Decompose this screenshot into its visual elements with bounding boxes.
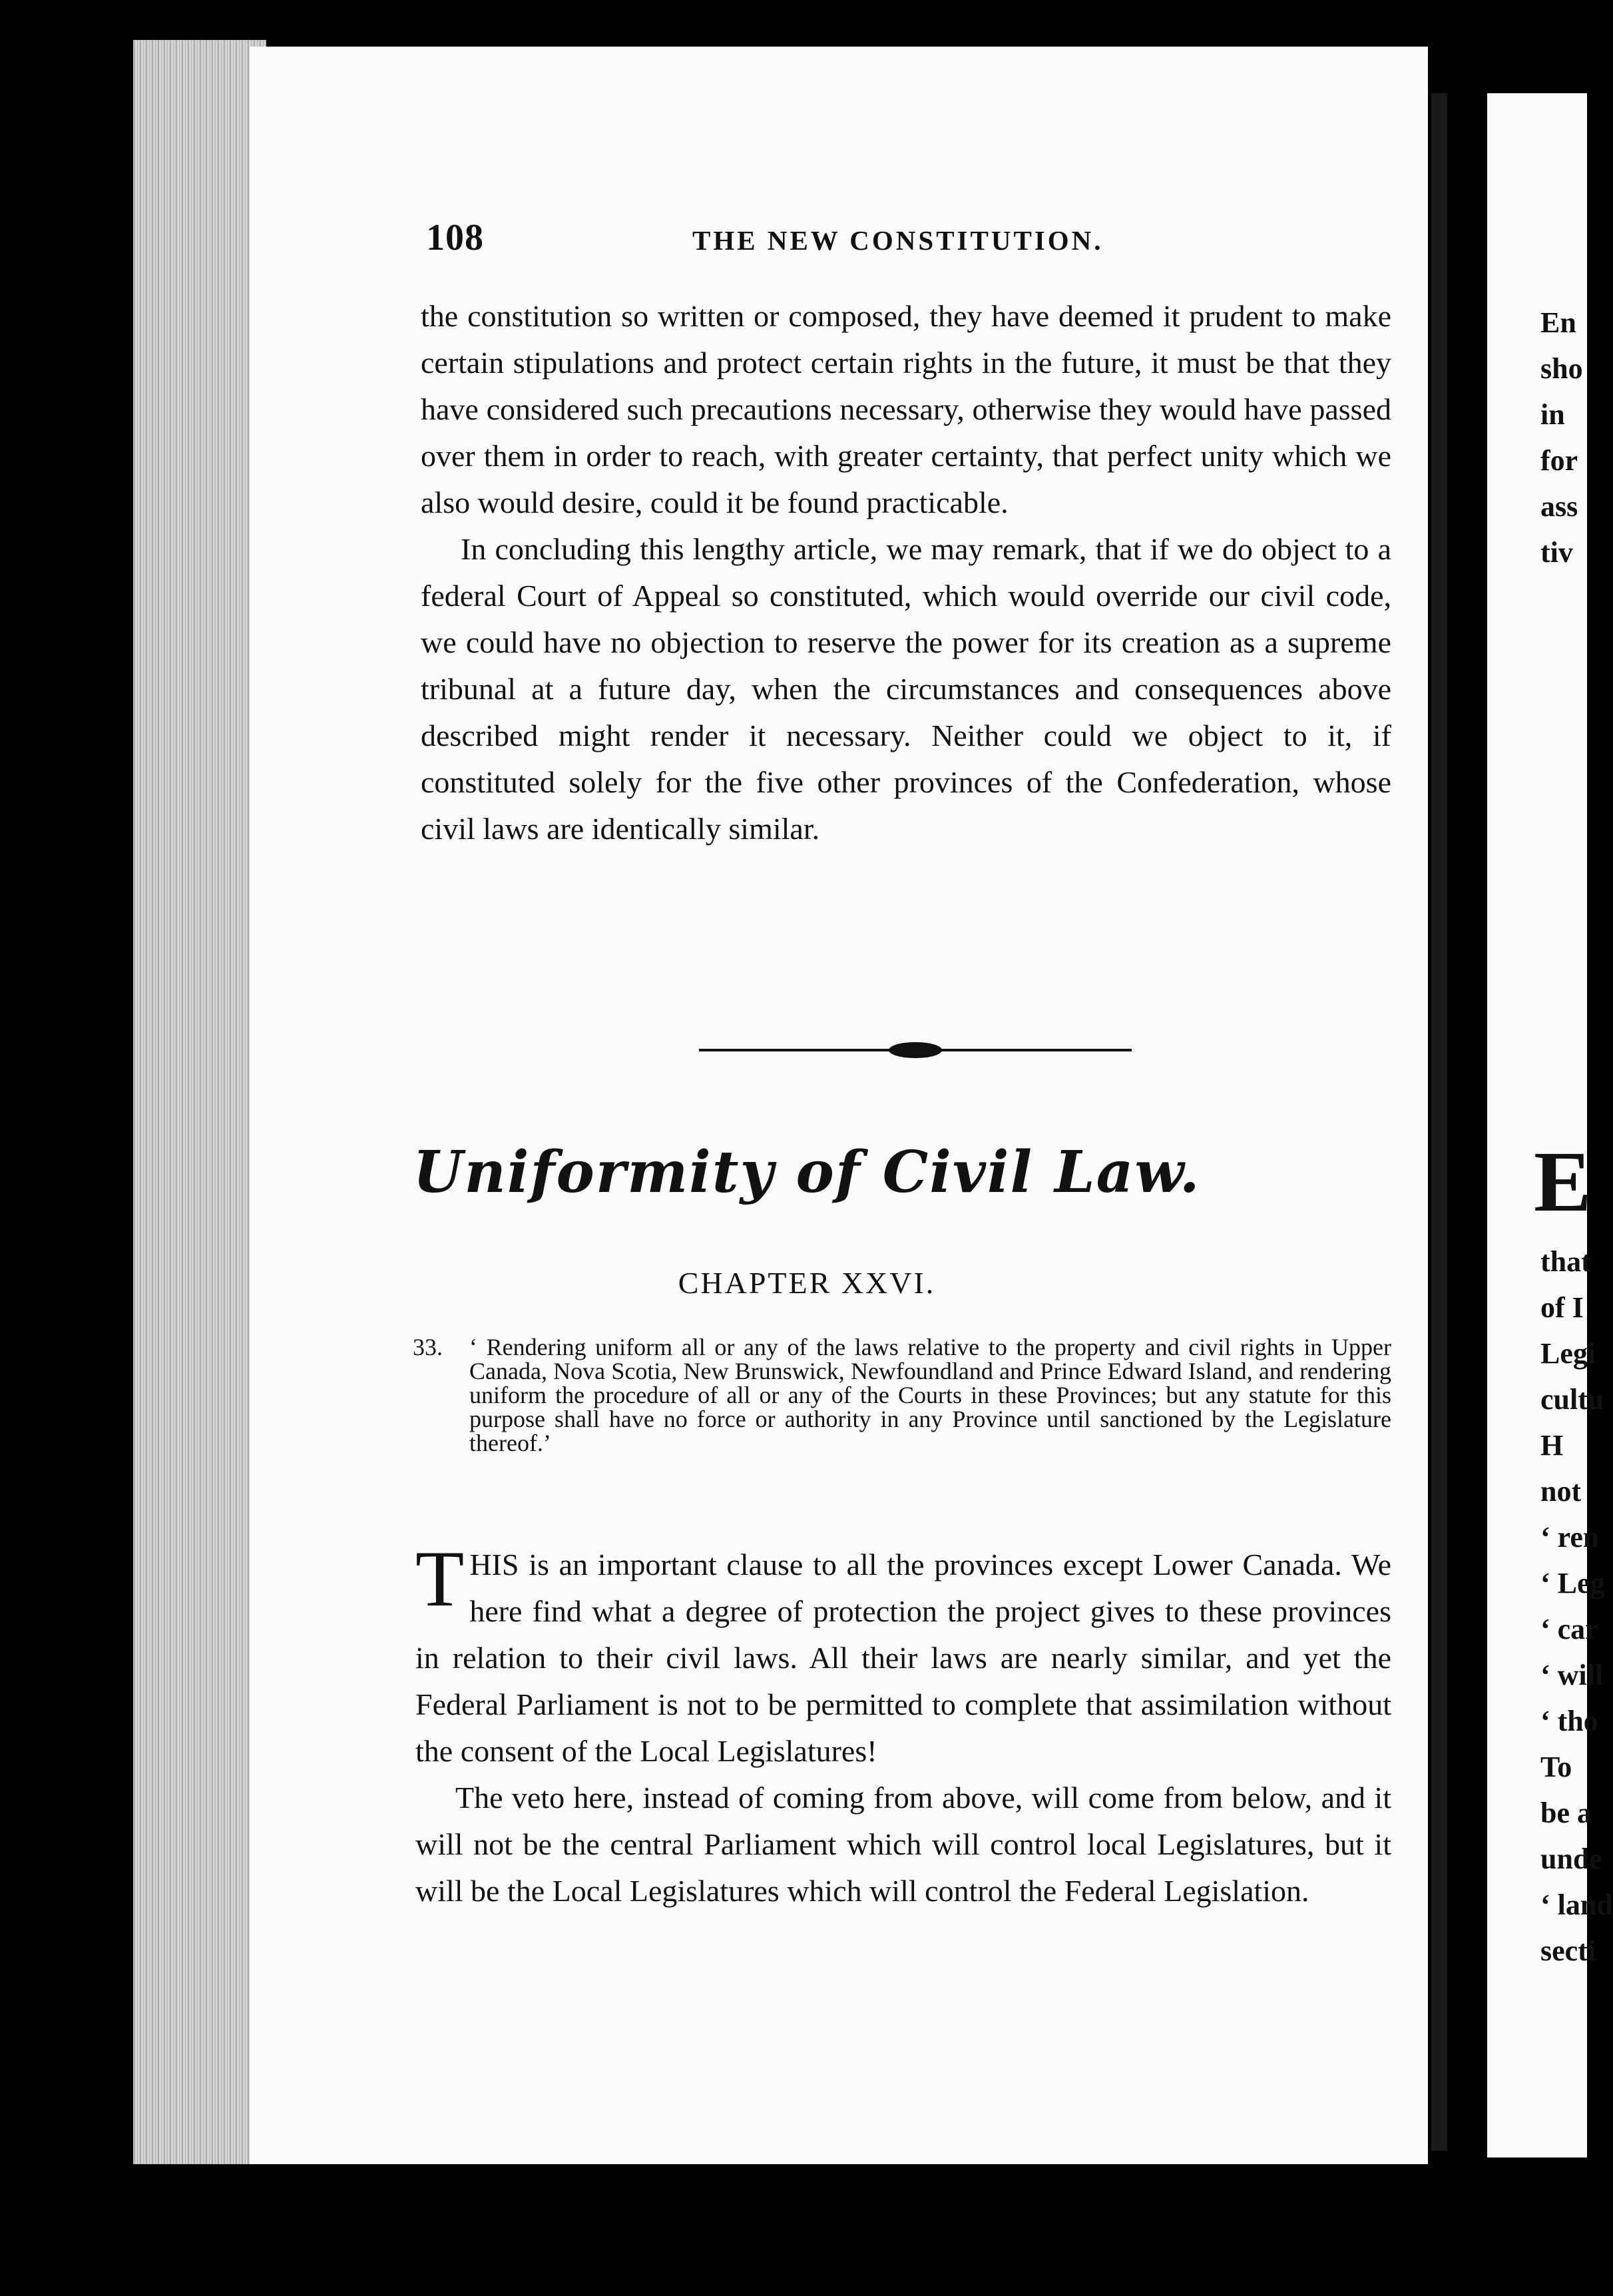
fragment-line: sho [1540, 352, 1583, 385]
fragment-line: En [1540, 306, 1576, 339]
paragraph: the constitution so written or composed, they have deemed it prudent to make certain stipulations and protect certain rights in the future, it must be that they have considered such precautions necessary, otherwise they would have passed over them in order to reach, with greater certainty, that perfect unity which we also would desire, could it be found practicable. [421, 299, 1391, 519]
adjacent-page [1487, 93, 1613, 2157]
paragraph [415, 1534, 1391, 1775]
fragment-line: ‘ Leg [1540, 1567, 1605, 1599]
fragment-line: ass [1540, 490, 1578, 523]
clause-number: 33. [413, 1334, 443, 1360]
fragment-line: ‘ will [1540, 1659, 1604, 1691]
adjacent-page-drop-cap: E [1534, 1134, 1592, 1230]
fragment-line: Legi [1540, 1337, 1596, 1370]
fragment-line: for [1540, 444, 1578, 477]
fragment-line: be a [1540, 1797, 1592, 1829]
fragment-line: in [1540, 398, 1565, 431]
chapter-heading: Uniformity of Civil Law. [413, 1139, 1201, 1206]
running-head [426, 216, 1391, 263]
fragment-line: H [1540, 1429, 1564, 1462]
fragment-line: cultu [1540, 1383, 1604, 1416]
clause-text: ‘ Rendering uniform all or any of the laws relative to the property and civil rights in Upper Canada, Nova Scotia, New Brunswick, Newfoundland and Prince Edward Island, and rendering uniform the procedure of all or any of the Courts in these Provinces; but any statute for this purpose shall have no force or authority in any Province until sanctioned by the Legislature thereof.’ [469, 1334, 1391, 1456]
paragraph-text: HIS is an important clause to all the provinces except Lower Canada. We here find what a degree of protection the project gives to these provinces in relation to their civil laws. All their laws are nearly similar, and yet the Federal Parliament is not to be permitted to complete that assimilation without the consent of the Local Legislatures! [415, 1548, 1391, 1768]
adjacent-page-bottom-lines [1540, 1239, 1613, 1974]
chapter-number: CHAPTER XXVI. [678, 1266, 936, 1300]
quoted-clause [413, 1335, 1391, 1455]
fragment-line: not [1540, 1475, 1582, 1508]
paragraph: In concluding this lengthy article, we may remark, that if we do object to a federal Court of Appeal so constituted, which would override our civil code, we could have no objection to reserve the power for its creation as a supreme tribunal at a future day, when the circumstances and consequences above described might render it necessary. Neither could we object to it, if constituted solely for the five other provinces of the Confederation, whose civil laws are identically similar. [421, 532, 1391, 846]
fragment-line: of I [1540, 1291, 1584, 1324]
gutter-shadow [1431, 93, 1447, 2151]
fragment-line: that [1540, 1245, 1591, 1278]
fragment-line: ‘ car [1540, 1613, 1598, 1645]
fragment-line: ‘ tho [1540, 1705, 1598, 1737]
page-edge-left [133, 40, 266, 2164]
fragment-line: ‘ land [1540, 1888, 1613, 1921]
fragment-line: secti [1540, 1934, 1596, 1967]
fragment-line: To [1540, 1751, 1572, 1783]
drop-cap: T [415, 1534, 465, 1623]
chapter-body-text [415, 1534, 1391, 1914]
paragraph: The veto here, instead of coming from above, will come from below, and it will not be the central Parliament which will control local Legislatures, but it will be the Local Legislatures which will control the Federal Legislation. [415, 1781, 1391, 1908]
adjacent-page-top-lines [1540, 300, 1583, 575]
page-number: 108 [426, 217, 484, 258]
section-divider-ornament [889, 1042, 942, 1058]
fragment-line: unde [1540, 1843, 1602, 1875]
fragment-line: tiv [1540, 536, 1573, 569]
running-title: THE NEW CONSTITUTION. [692, 225, 1104, 256]
fragment-line: ‘ ren [1540, 1521, 1600, 1554]
previous-article-text [421, 293, 1391, 852]
